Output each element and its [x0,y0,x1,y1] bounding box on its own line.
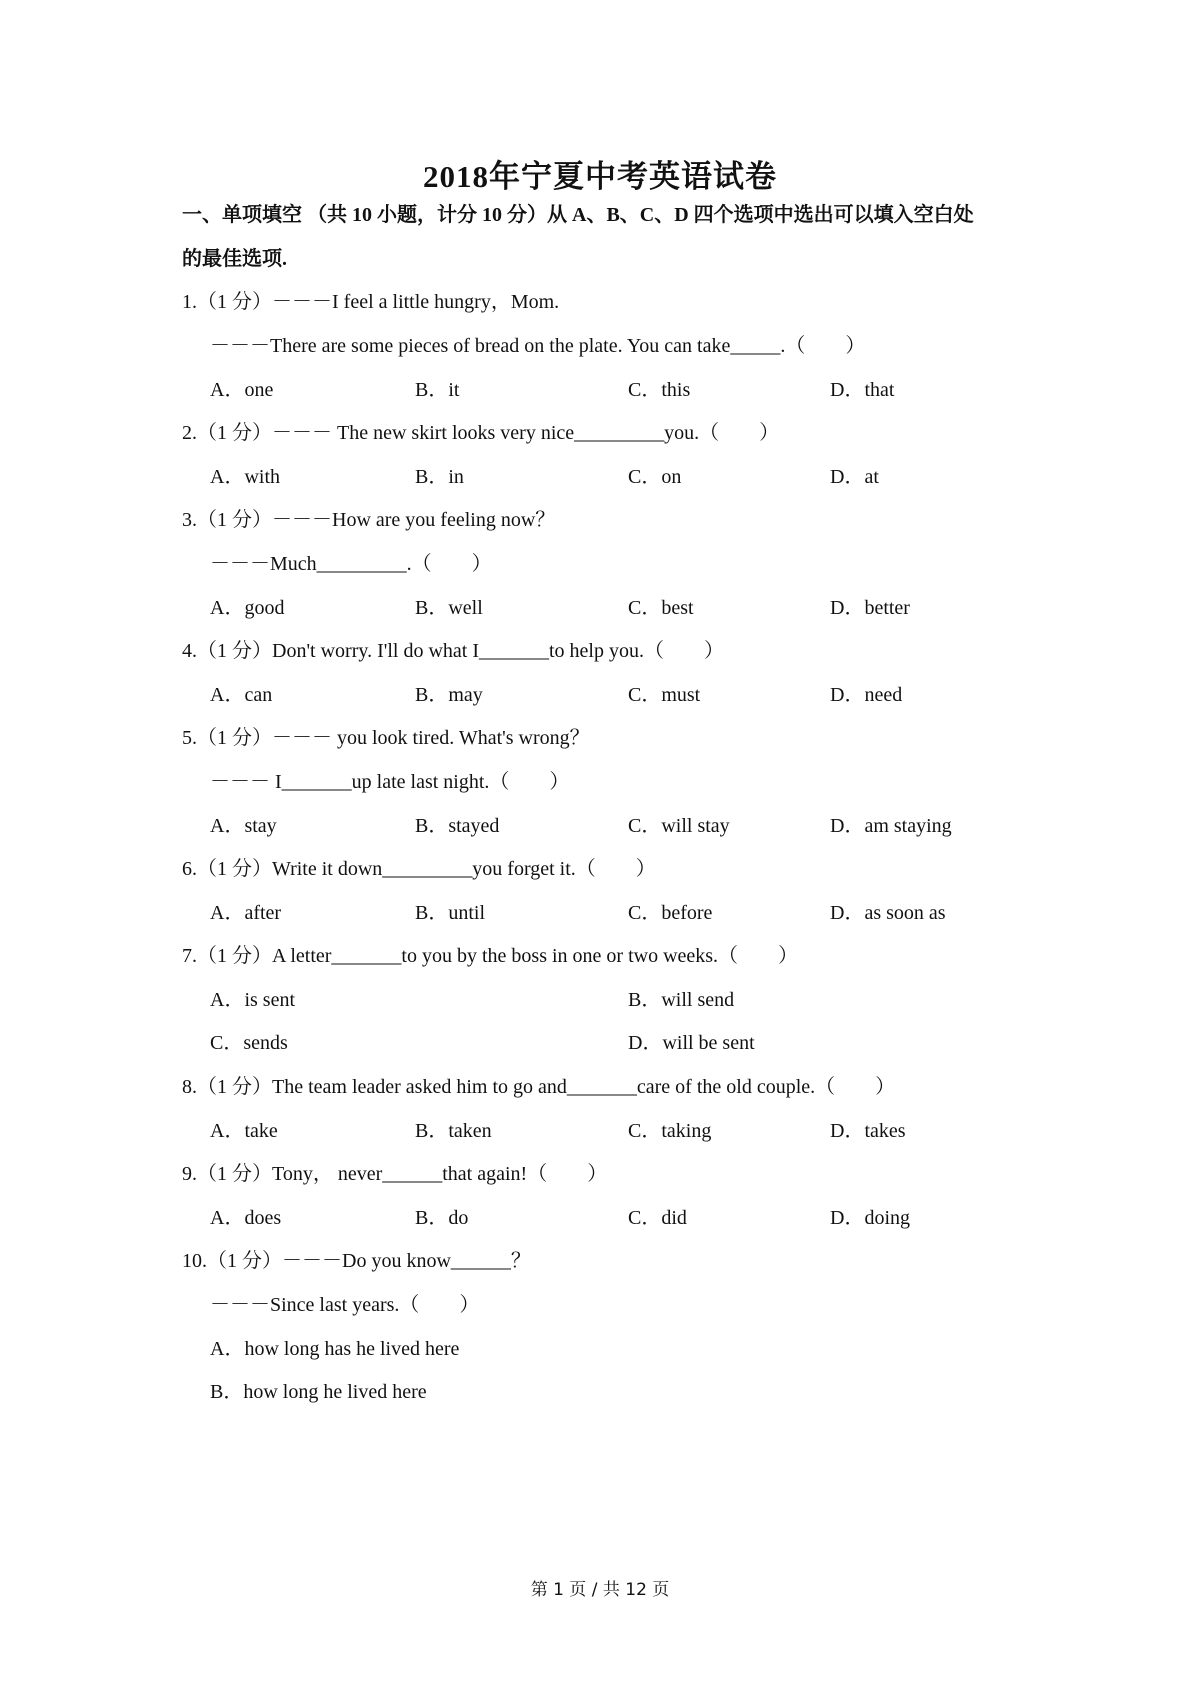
question-6-option-c: C．before [628,902,713,924]
question-10-option-a: A．how long has he lived here [210,1338,460,1360]
section-heading-line-1: 一、单项填空 （共 10 小题，计分 10 分）从 A、B、C、D 四个选项中选出可以填入空白处 [182,204,974,226]
question-3-option-a: A．good [210,597,285,619]
question-7-stem: 7.（1 分）A letter_______to you by the boss in one or two weeks.（ ） [182,945,799,967]
question-2-option-d: D．at [830,466,879,488]
page-footer: 第 1 页 / 共 12 页 [530,1580,670,1600]
question-3-option-c: C．best [628,597,694,619]
question-8-stem: 8.（1 分）The team leader asked him to go and_______care of the old couple.（ ） [182,1076,896,1098]
question-6-option-b: B．until [415,902,486,924]
question-3-stem: 3.（1 分）－－－How are you feeling now？ [182,509,556,531]
question-10-sub: －－－Since last years.（ ） [210,1294,480,1316]
question-9-option-a: A．does [210,1207,282,1229]
question-1-option-d: D．that [830,379,895,401]
question-8-option-a: A．take [210,1120,278,1142]
question-2-option-a: A．with [210,466,280,488]
question-8-option-c: C．taking [628,1120,712,1142]
question-2-stem: 2.（1 分）－－－ The new skirt looks very nice_________you.（ ） [182,422,780,444]
question-5-option-c: C．will stay [628,815,730,837]
question-5-stem: 5.（1 分）－－－ you look tired. What's wrong？ [182,727,590,749]
question-6-option-d: D．as soon as [830,902,946,924]
question-3-sub: －－－Much_________.（ ） [210,553,492,575]
question-10-option-b: B．how long he lived here [210,1381,427,1403]
section-heading-line-2: 的最佳选项. [182,248,287,270]
question-2-option-b: B．in [415,466,464,488]
question-1-option-a: A．one [210,379,274,401]
question-1-option-b: B．it [415,379,460,401]
question-9-stem: 9.（1 分）Tony， never______that again!（ ） [182,1163,608,1185]
question-5-sub: －－－ I_______up late last night.（ ） [210,771,570,793]
question-4-option-c: C．must [628,684,701,706]
question-8-option-b: B．taken [415,1120,492,1142]
question-1-sub: －－－There are some pieces of bread on the plate. You can take_____.（ ） [210,335,866,357]
question-4-option-d: D．need [830,684,903,706]
question-8-option-d: D．takes [830,1120,906,1142]
question-5-option-a: A．stay [210,815,277,837]
question-4-option-b: B．may [415,684,483,706]
question-2-option-c: C．on [628,466,682,488]
question-3-option-b: B．well [415,597,483,619]
question-10-stem: 10.（1 分）－－－Do you know______？ [182,1250,531,1272]
question-7-option-d: D．will be sent [628,1032,755,1054]
question-4-option-a: A．can [210,684,273,706]
question-7-option-c: C．sends [210,1032,288,1054]
question-1-stem: 1.（1 分）－－－I feel a little hungry，Mom. [182,291,560,313]
question-5-option-d: D．am staying [830,815,952,837]
question-3-option-d: D．better [830,597,910,619]
question-9-option-c: C．did [628,1207,687,1229]
question-4-stem: 4.（1 分）Don't worry. I'll do what I_______to help you.（ ） [182,640,724,662]
question-9-option-d: D．doing [830,1207,910,1229]
question-6-option-a: A．after [210,902,282,924]
question-1-option-c: C．this [628,379,691,401]
page-title: 2018年宁夏中考英语试卷 [423,159,777,194]
question-6-stem: 6.（1 分）Write it down_________you forget it.（ ） [182,858,656,880]
question-9-option-b: B．do [415,1207,469,1229]
question-5-option-b: B．stayed [415,815,500,837]
question-7-option-b: B．will send [628,989,735,1011]
question-7-option-a: A．is sent [210,989,295,1011]
